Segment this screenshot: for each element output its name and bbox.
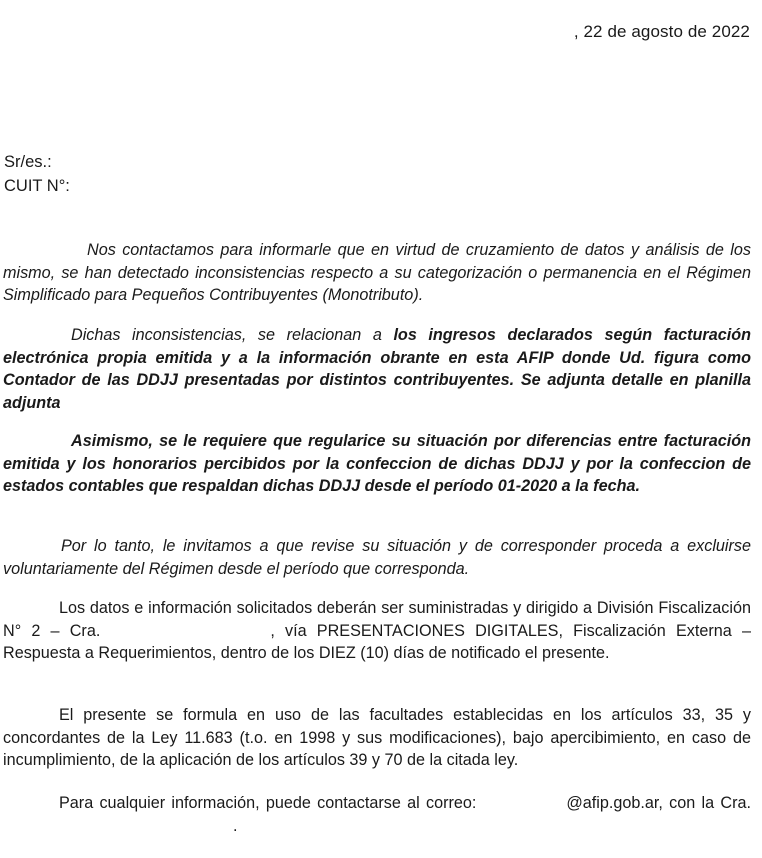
paragraph-text-a: Para cualquier información, puede contactarse al correo:: [59, 794, 477, 812]
paragraph-text-intro: Dichas inconsistencias, se relacionan a: [71, 326, 394, 344]
paragraph-legal-basis: [3, 704, 751, 772]
paragraph-text: Por lo tanto, le invitamos a que revise su situación y de corresponder proceda a excluirse voluntariamente del Régimen desde el período que corresponda.: [3, 537, 751, 578]
paragraph-inconsistencies-detail: [3, 324, 751, 414]
letter-date: , 22 de agosto de 2022: [573, 22, 750, 41]
paragraph-inconsistencies-notice: [3, 239, 751, 307]
paragraph-text-b: , vía PRESENTACIONES DIGITALES, Fiscalización Externa – Respuesta a Requerimientos, dentro de los DIEZ (10) días de notificado el presente.: [3, 621, 751, 662]
paragraph-text: El presente se formula en uso de las facultades establecidas en los artículos 33, 35 y concordantes de la Ley 11.683 (t.o. en 1998 y sus modificaciones), bajo apercibimiento, en caso de incumplimiento, de la aplicación de los artículos 39 y 70 de la citada ley.: [3, 706, 751, 769]
paragraph-regularization-request: [3, 430, 751, 498]
paragraph-submission-instructions: [3, 597, 751, 665]
contact-email-domain: @afip.gob.ar, con la Cra.: [566, 794, 751, 812]
recipient-name-label: Sr/es.:: [4, 153, 52, 171]
recipient-block: [4, 150, 70, 198]
paragraph-text-bold: los ingresos declarados según facturación electrónica propia emitida y a la información obrante en esta AFIP donde Ud. figura como Contador de las DDJJ presentadas por distintos contribuyentes. Se adjunta detalle en planilla adjunta: [3, 326, 752, 412]
paragraph-text-c: .: [233, 816, 238, 835]
paragraph-text-a: Los datos e información solicitados deberán ser suministradas y dirigido a División Fiscalización N° 2 – Cra.: [3, 599, 751, 640]
paragraph-invitation: [3, 535, 751, 580]
paragraph-text: Asimismo, se le requiere que regularice su situación por diferencias entre facturación emitida y los honorarios percibidos por la confeccion de dichas DDJJ y por la confeccion de estados contables que respaldan dichas DDJJ desde el período 01-2020 a la fecha.: [3, 432, 751, 495]
paragraph-text: Nos contactamos para informarle que en virtud de cruzamiento de datos y análisis de los mismo, se han detectado inconsistencias respecto a su categorización o permanencia en el Régimen Simplificado para Pequeños Contribuyentes (Monotributo).: [3, 241, 751, 304]
recipient-cuit-label: CUIT N°:: [4, 177, 70, 195]
paragraph-contact-info: [3, 792, 751, 837]
